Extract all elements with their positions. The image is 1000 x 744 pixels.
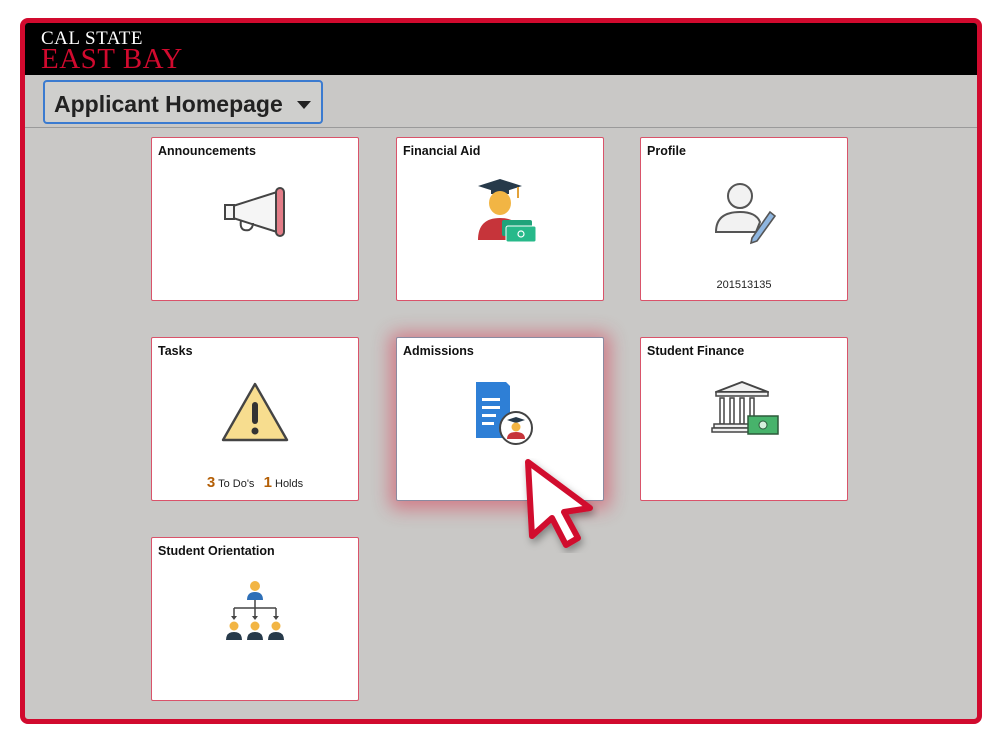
cal-state-east-bay-logo[interactable] [41,29,183,74]
tile-label: Financial Aid [403,144,481,158]
bank-money-icon [641,378,847,448]
warning-icon [152,378,358,448]
tile-financial-aid[interactable] [396,137,604,301]
document-graduate-icon [397,378,603,448]
app-frame [20,18,982,724]
megaphone-icon [152,178,358,248]
tasks-summary[interactable] [152,474,358,491]
profile-id: 201513135 [716,279,772,291]
todos-label: To Do's [218,478,255,490]
holds-count: 1 [263,474,272,491]
tile-label: Student Finance [647,344,745,358]
org-chart-icon [152,578,358,648]
todos-count: 3 [206,474,216,491]
holds-label: Holds [275,478,304,490]
tile-label: Announcements [158,144,256,158]
tile-tasks[interactable] [151,337,359,501]
logo-line-2: EAST BAY [41,43,183,75]
page-title: Applicant Homepage [54,91,283,117]
homepage-selector[interactable] [43,80,323,124]
top-banner [25,23,977,75]
tile-student-orientation[interactable] [151,537,359,701]
tile-label: Student Orientation [158,544,275,558]
pointer-cursor-icon [520,458,600,558]
graduate-money-icon [397,178,603,248]
tile-profile[interactable] [640,137,848,301]
person-edit-icon [641,178,847,248]
tile-label: Profile [647,144,686,158]
page-header [25,75,977,128]
tile-label: Admissions [403,344,474,358]
tile-announcements[interactable] [151,137,359,301]
tile-student-finance[interactable] [640,337,848,501]
logo-line-1: CAL STATE [41,28,144,49]
chevron-down-icon [297,101,311,109]
tile-label: Tasks [158,344,193,358]
